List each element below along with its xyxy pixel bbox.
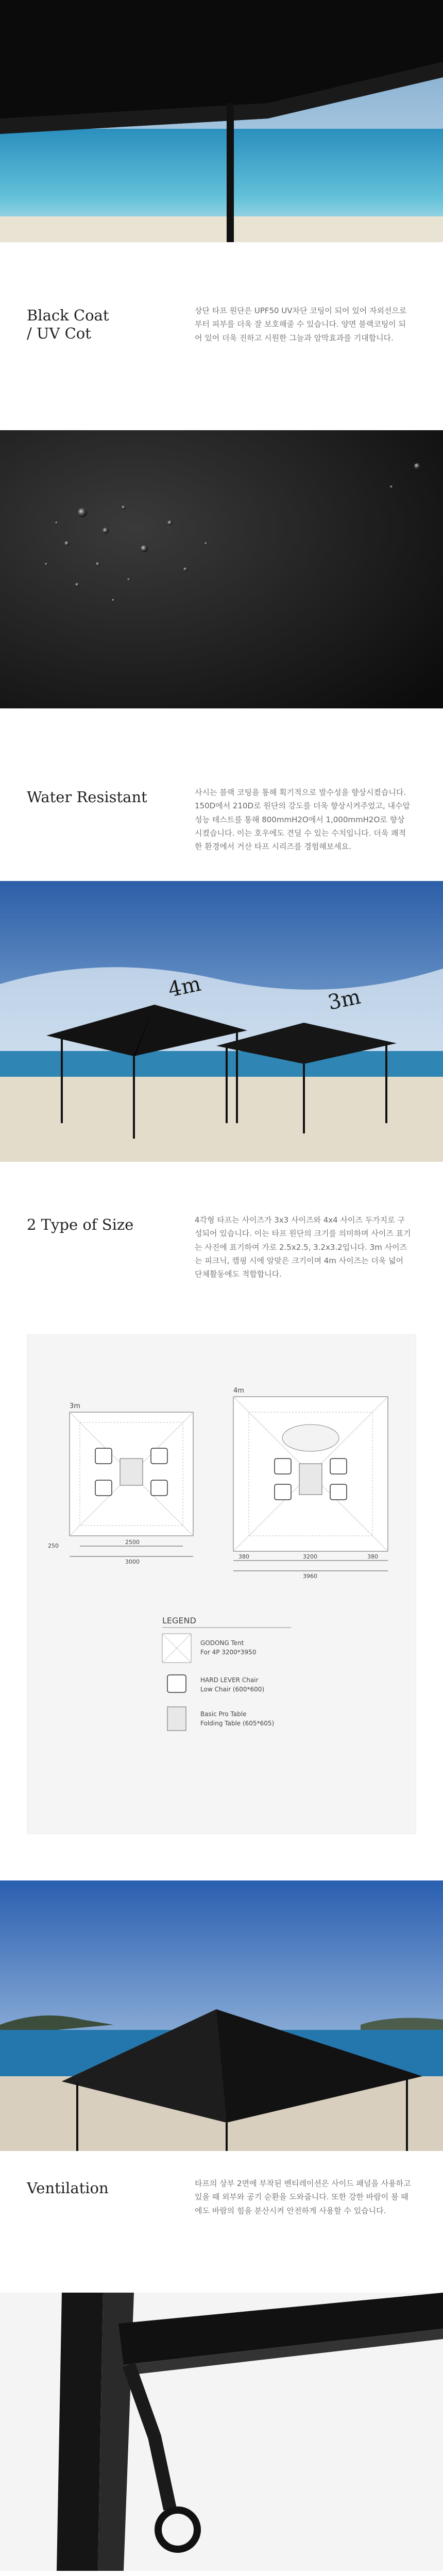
- layout-4m-outer-dim: 3960: [303, 1573, 317, 1580]
- layout-4m-side-dim-right: 380: [367, 1553, 378, 1560]
- legend-item-name: HARD LEVER Chair: [200, 1676, 259, 1684]
- size-label-4m: 4m: [166, 972, 203, 1002]
- feature-description: 4각형 타프는 사이즈가 3x3 사이즈와 4x4 사이즈 두가지로 구성되어 있습니다. 이는 타프 원단의 크기를 의미하며 사이즈 표기는 사진에 표기하여 가로 2.5x2.5, 3.2x3.2입니다. 3m 사이즈는 피크닉, 캠핑 시에 알맞은 크기이며 4m 사이즈는 더욱 넓어 단체활동에도 적합합니다.: [195, 1215, 411, 1279]
- layout-4m-side-dim-left: 380: [238, 1553, 249, 1560]
- feature-title: Ventilation: [27, 2179, 109, 2197]
- size-layout-diagram: [27, 1334, 416, 1834]
- legend-item-detail: For 4P 3200*3950: [200, 1649, 257, 1656]
- feature-description: 타프의 상부 2면에 부착된 벤티레이션은 사이드 패널을 사용하고 있을 때 외부와 공기 순환을 도와줍니다. 또한 강한 바람이 불 때에도 바람의 힘을 분산시켜 안전하게 사용할 수 있습니다.: [195, 2179, 411, 2215]
- legend-title: LEGEND: [162, 1616, 196, 1625]
- layout-3m: [48, 1402, 193, 1565]
- feature-ventilation: [0, 2151, 443, 2293]
- layout-3m-label: 3m: [70, 1402, 80, 1410]
- feature-title: 2 Type of Size: [27, 1216, 134, 1233]
- legend: [162, 1616, 291, 1731]
- layout-3m-inner-dim: 2500: [125, 1539, 140, 1546]
- layout-3m-side-dim: 250: [48, 1543, 59, 1549]
- layout-3m-outer-dim: 3000: [125, 1558, 140, 1565]
- photo-two-canopies: [0, 881, 443, 1162]
- feature-title: Water Resistant: [27, 788, 147, 806]
- legend-item-detail: Folding Table (605*605): [200, 1720, 275, 1727]
- feature-description: 사시는 블랙 코팅을 통해 획기적으로 발수성을 향상시켰습니다. 150D에서 210D로 원단의 강도를 더욱 향상시켜주었고, 내수압 성능 테스트를 통해 800mmH2O에서 1,000mmH2O로 향상시켰습니다. 이는 호우에도 견딜 수 있는 수치입니다. 더욱 쾌적한 환경에서 거산 타프 시리즈를 경험해보세요.: [195, 788, 411, 851]
- photo-canopy-island: [0, 1880, 443, 2151]
- layout-4m-inner-dim: 3200: [303, 1553, 317, 1560]
- feature-title: Black Coat / UV Cot: [27, 307, 109, 342]
- feature-guyline: [0, 2571, 443, 2576]
- size-label-3m: 3m: [326, 985, 363, 1015]
- layout-4m-label: 4m: [233, 1387, 244, 1395]
- feature-black-coat: [0, 242, 443, 366]
- feature-description: 상단 타프 원단은 UPF50 UV차단 코팅이 되어 있어 자외선으로 부터 피부를 더욱 잘 보호해줄 수 있습니다. 양면 블랙코팅이 되어 있어 더욱 진하고 시원한 그늘과 암막효과를 기대합니다.: [195, 306, 407, 343]
- photo-guyline-webbing: [0, 2293, 443, 2571]
- feature-water-resistant: [0, 708, 443, 881]
- photo-water-droplets: [0, 430, 443, 708]
- layout-4m: [233, 1387, 388, 1580]
- legend-item-detail: Low Chair (600*600): [200, 1686, 265, 1693]
- feature-two-sizes: [0, 1162, 443, 1334]
- legend-item-name: Basic Pro Table: [200, 1710, 247, 1718]
- legend-item-name: GODONG Tent: [200, 1639, 244, 1647]
- photo-canopy-sea: [0, 0, 443, 242]
